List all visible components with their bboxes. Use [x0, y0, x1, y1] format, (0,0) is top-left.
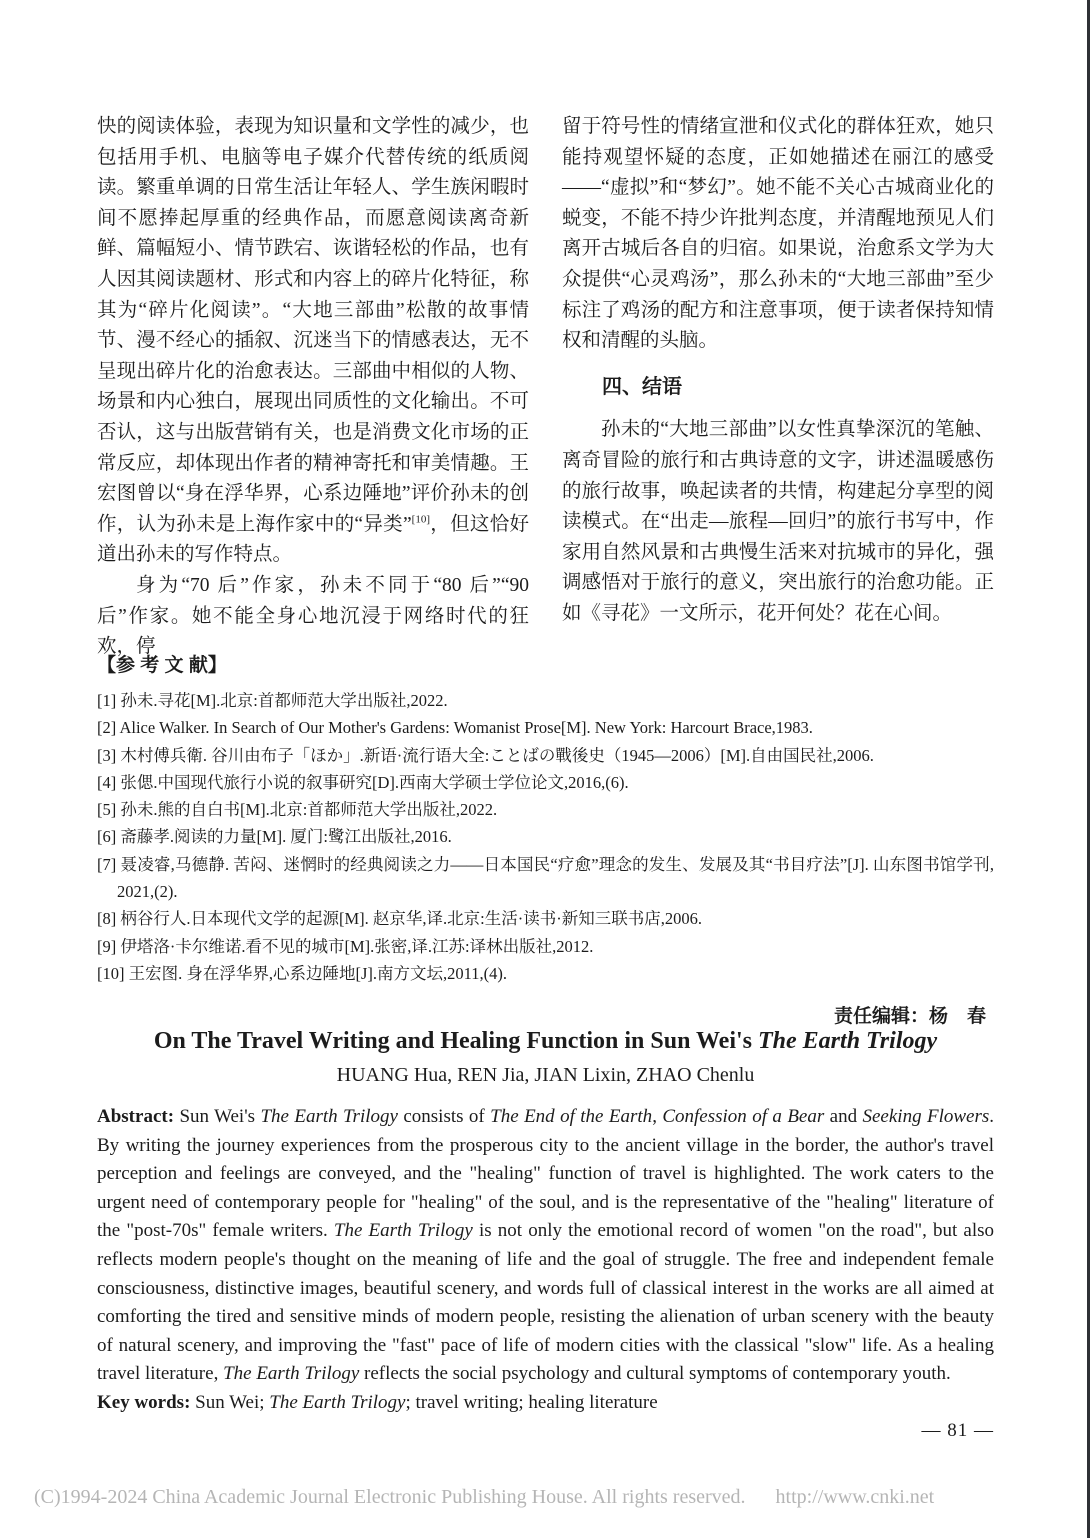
reference-item: [2] Alice Walker. In Search of Our Mother's Gardens: Womanist Prose[M]. New York: Harcourt Brace,1983. [97, 718, 813, 738]
body-paragraph: 孙未的“大地三部曲”以女性真挚深沉的笔触、离奇冒险的旅行和古典诗意的文字，讲述温暖感伤的旅行故事，唤起读者的共情，构建起分享型的阅读模式。在“出走—旅程—回归”的旅行书写中，作家用自然风景和古典慢生活来对抗城市的异化，强调感悟对于旅行的意义，突出旅行的治愈功能。正如《寻花》一文所示，花开何处？花在心间。 [562, 419, 994, 624]
cnki-url: http://www.cnki.net [775, 1486, 935, 1508]
references-heading: 【参 考 文 献】 [97, 655, 227, 676]
reference-item: [9] 伊塔洛·卡尔维诺.看不见的城市[M].张密,译.江苏:译林出版社,2012. [97, 936, 594, 956]
reference-item: [7] 聂凌睿,马德静. 苦闷、迷惘时的经典阅读之力——日本国民“疗愈”理念的发生、发展及其“书目疗法”[J]. 山东图书馆学刊, 2021,(2). [97, 854, 994, 902]
references-section [97, 650, 994, 1028]
page-number: — 81 — [921, 1420, 994, 1441]
reference-item: [5] 孙未.熊的自白书[M].北京:首都师范大学出版社,2022. [97, 800, 498, 820]
body-paragraph [97, 112, 529, 571]
citation-superscript: [10] [411, 513, 430, 526]
left-text-column [97, 112, 529, 663]
english-abstract: Abstract: Sun Wei's The Earth Trilogy consists of The End of the Earth, Confession of a Bear and Seeking Flowers. By writing the journey experiences from the prosperous city to the ancient village in the border, the author's travel perception and feelings are conveyed, and the "healing" function of travel is highlighted. The work caters to the urgent need of contemporary people for "healing" of the soul, and is the representative of the "healing" literature of the "post-70s" female writers. The Earth Trilogy is not only the emotional record of women "on the road", but also reflects modern people's thought on the meaning of life and the goal of struggle. The free and independent female consciousness, distinctive images, beautiful scenery, and words full of classical interest in the works are all aimed at comforting the tired and sensitive minds of modern people, resisting the alienation of urban scenery with the beauty of natural scenery, and improving the "fast" pace of life of modern cities with the classical "slow" life. As a healing travel literature, The Earth Trilogy reflects the social psychology and cultural symptoms of contemporary youth. [97, 1106, 995, 1385]
paragraph-text: 快的阅读体验，表现为知识量和文学性的减少，也包括用手机、电脑等电子媒介代替传统的纸质阅读。繁重单调的日常生活让年轻人、学生族闲暇时间不愿捧起厚重的经典作品，而愿意阅读离奇新鲜、篇幅短小、情节跌宕、诙谐轻松的作品，也有人因其阅读题材、形式和内容上的碎片化特征，称其为“碎片化阅读”。“大地三部曲”松散的故事情节、漫不经心的插叙、沉迷当下的情感表达，无不呈现出碎片化的治愈表达。三部曲中相似的人物、场景和内心独白，展现出同质性的文化输出。不可否认，这与出版营销有关，也是消费文化市场的正常反应，却体现出作者的精神寄托和审美情趣。王宏图曾以“身在浮华界，心系边陲地”评价孙未的创作，认为孙未是上海作家中的“异类” [97, 116, 529, 535]
copyright-text: (C)1994-2024 China Academic Journal Electronic Publishing House. All rights reserved. [34, 1486, 746, 1508]
copyright-footer [34, 1486, 1054, 1509]
english-keywords: Key words: Sun Wei; The Earth Trilogy; travel writing; healing literature [97, 1391, 658, 1413]
editor-credit: 责任编辑：杨 春 [833, 1006, 986, 1028]
reference-item: [1] 孙未.寻花[M].北京:首都师范大学出版社,2022. [97, 691, 448, 710]
reference-item: [6] 斋藤孝.阅读的力量[M]. 厦门:鹭江出版社,2016. [97, 827, 452, 847]
english-abstract-section [97, 1026, 994, 1418]
chinese-body-columns [97, 112, 994, 663]
reference-item: [3] 木村傅兵衛. 谷川由布子「ほか」.新语·流行语大全:ことばの戰後史（1945—2006）[M].自由国民社,2006. [97, 745, 874, 765]
english-title: On The Travel Writing and Healing Function in Sun Wei's The Earth Trilogy [153, 1028, 938, 1054]
right-text-column [562, 112, 994, 663]
body-paragraph: 身为“70 后”作家，孙未不同于“80 后”“90 后”作家。她不能全身心地沉浸于网络时代的狂欢，停 [97, 574, 529, 658]
paragraph-text: ，但这恰好道出孙未的写作特点。 [97, 513, 529, 566]
reference-item: [4] 张偲.中国现代旅行小说的叙事研究[D].西南大学硕士学位论文,2016,(6). [97, 772, 629, 792]
reference-item: [8] 柄谷行人.日本现代文学的起源[M]. 赵京华,译.北京:生活·读书·新知三联书店,2006. [97, 909, 702, 929]
body-paragraph: 留于符号性的情绪宣泄和仪式化的群体狂欢，她只能持观望怀疑的态度，正如她描述在丽江的感受——“虚拟”和“梦幻”。她不能不关心古城商业化的蜕变，不能不持少许批判态度，并清醒地预见人们离开古城后各自的归宿。如果说，治愈系文学为大众提供“心灵鸡汤”，那么孙未的“大地三部曲”至少标注了鸡汤的配方和注意事项，便于读者保持知情权和清醒的头脑。 [562, 116, 994, 352]
reference-item: [10] 王宏图. 身在浮华界,心系边陲地[J].南方文坛,2011,(4). [97, 963, 508, 983]
section-heading-conclusion: 四、结语 [602, 375, 682, 398]
english-authors: HUANG Hua, REN Jia, JIAN Lixin, ZHAO Chenlu [336, 1064, 755, 1086]
